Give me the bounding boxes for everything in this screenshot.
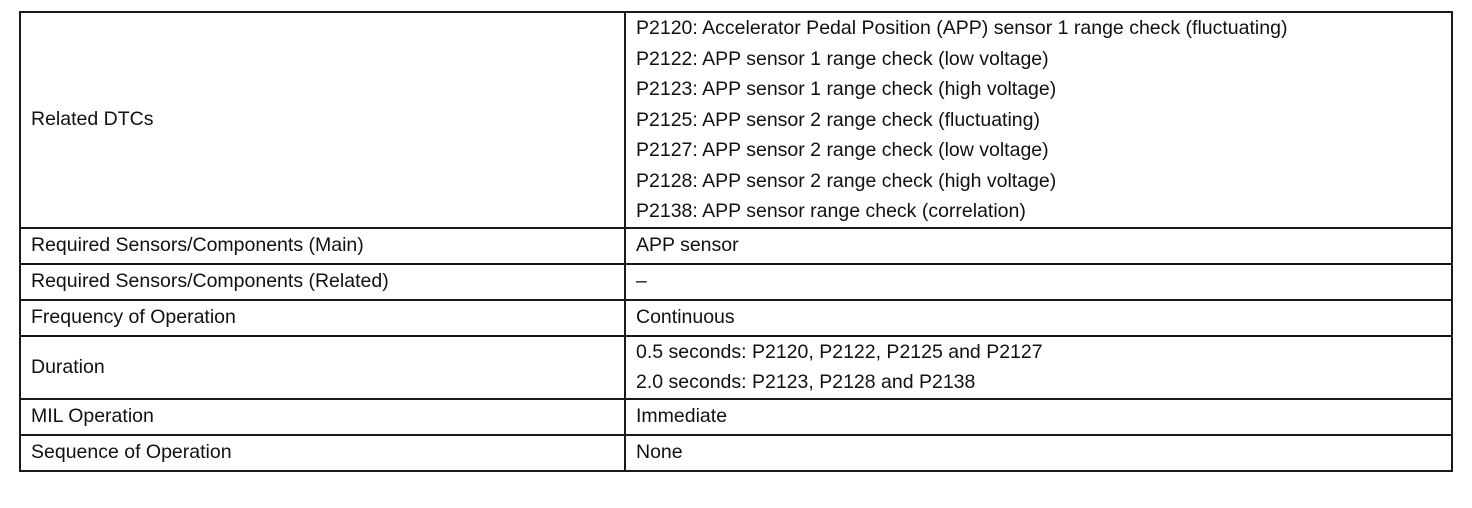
- row-value: –: [625, 264, 1452, 300]
- row-label: MIL Operation: [20, 399, 625, 435]
- dtc-entry: P2128: APP sensor 2 range check (high voltage): [636, 169, 1057, 192]
- table-row-frequency-of-operation: [20, 300, 1452, 336]
- row-value: [625, 336, 1452, 399]
- duration-entry: 0.5 seconds: P2120, P2122, P2125 and P2127: [636, 340, 1043, 363]
- row-value: Immediate: [625, 399, 1452, 435]
- dtc-entry: P2125: APP sensor 2 range check (fluctuating): [636, 108, 1040, 131]
- row-label: Required Sensors/Components (Related): [20, 264, 625, 300]
- table-row-required-sensors-related: [20, 264, 1452, 300]
- row-value: [625, 12, 1452, 228]
- dtc-entry: P2120: Accelerator Pedal Position (APP) sensor 1 range check (fluctuating): [636, 17, 1288, 39]
- row-label: Required Sensors/Components (Main): [20, 228, 625, 264]
- row-value: APP sensor: [625, 228, 1452, 264]
- table-row-mil-operation: [20, 399, 1452, 435]
- row-label: Sequence of Operation: [20, 435, 625, 471]
- row-label: Frequency of Operation: [20, 300, 625, 336]
- table-row-duration: [20, 336, 1452, 399]
- specification-table: [19, 11, 1453, 472]
- dtc-entry: P2138: APP sensor range check (correlation): [636, 200, 1026, 222]
- table-row-sequence-of-operation: [20, 435, 1452, 471]
- row-value: Continuous: [625, 300, 1452, 336]
- row-label: Related DTCs: [20, 12, 625, 228]
- duration-entry: 2.0 seconds: P2123, P2128 and P2138: [636, 371, 976, 393]
- table-row-related-dtcs: [20, 12, 1452, 228]
- row-value: None: [625, 435, 1452, 471]
- dtc-entry: P2123: APP sensor 1 range check (high voltage): [636, 78, 1057, 100]
- row-label: Duration: [20, 336, 625, 399]
- table-row-required-sensors-main: [20, 228, 1452, 264]
- dtc-entry: P2127: APP sensor 2 range check (low voltage): [636, 139, 1049, 161]
- dtc-entry: P2122: APP sensor 1 range check (low voltage): [636, 47, 1049, 70]
